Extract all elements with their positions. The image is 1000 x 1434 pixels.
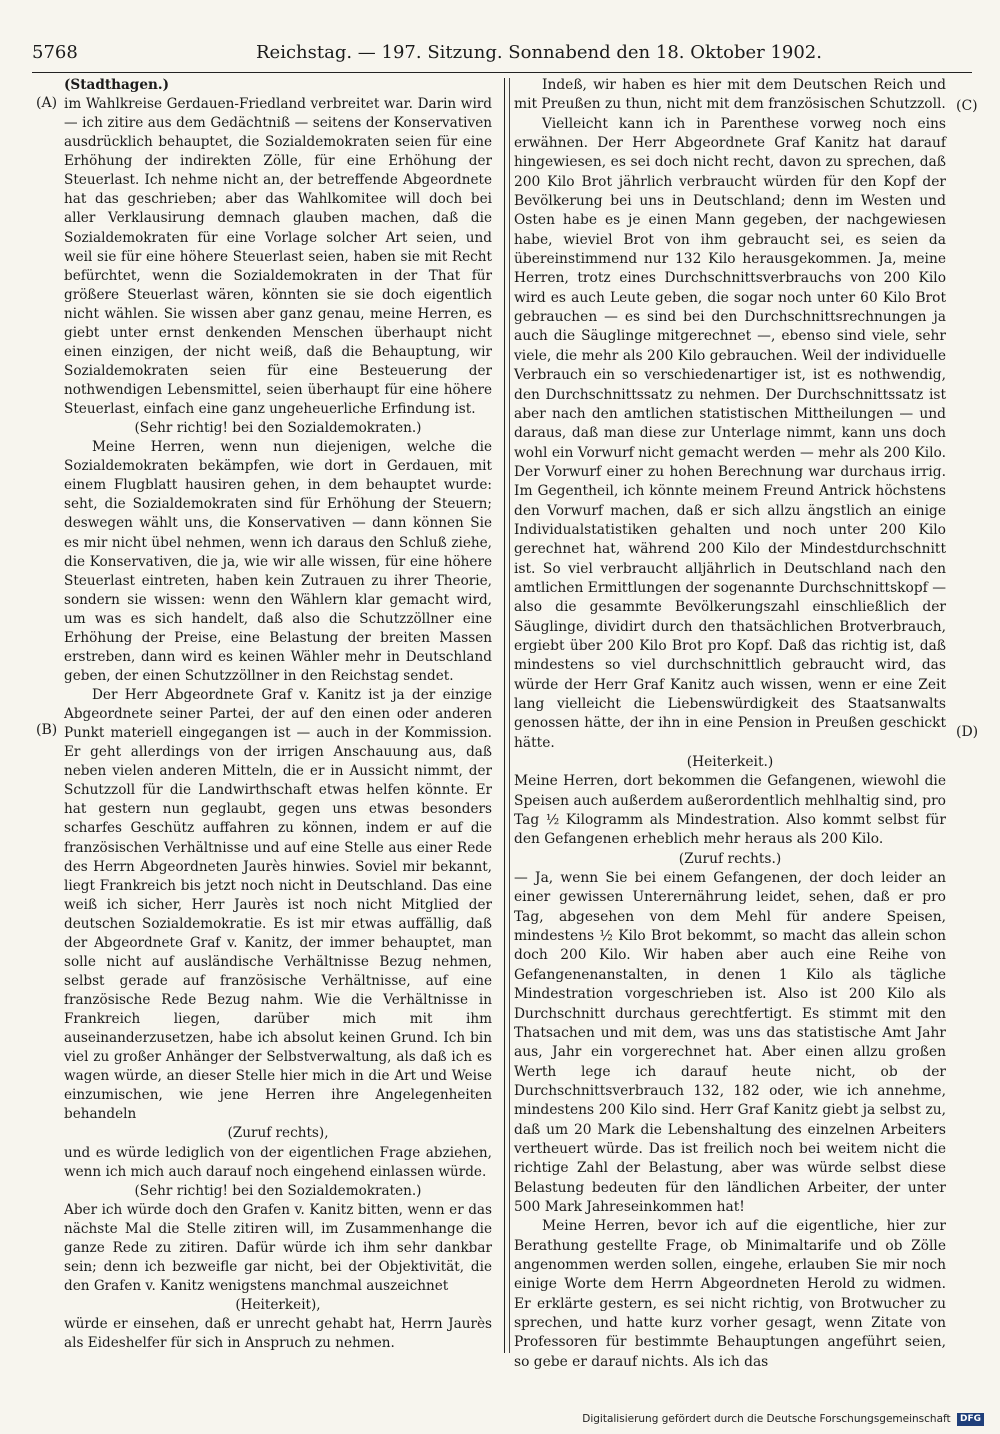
paragraph: im Wahlkreise Gerdauen-Friedland verbreitet war. Darin wird — ich zitire aus dem Gedächtniß — seitens der Konservativen ausdrücklich behauptet, die Sozialdemokraten seien für eine Erhöhung der indirekten Zölle, für eine Erhöhung der Steuerlast. Ich nehme nicht an, der betreffende Abgeordnete hat das geschrieben; aber das Wahlkomitee will doch bei aller Verklausirung demnach glauben machen, daß die Sozialdemokraten für eine Vorlage solcher Art seien, und weil sie für eine höhere Steuerlast seien, haben sie mit Recht befürchtet, wenn die Sozialdemokraten in der That für größere Steuerlast wären, könnten sie sie doch eigentlich nicht wählen. Sie wissen aber ganz genau, meine Herren, es giebt unter ernst denkenden Menschen überhaupt nicht einen einzigen, der nicht weiß, daß die Behauptung, wir Sozialdemokraten seien für eine Besteuerung der nothwendigen Lebensmittel, seien überhaupt für eine höhere Steuerlast, einfach eine ganz ungeheuerliche Erfindung ist.	[64, 96, 492, 418]
paragraph: Meine Herren, dort bekommen die Gefangenen, wiewohl die Speisen auch außerdem außerordentlich mehlhaltig sind, pro Tag ½ Kilogramm als Mindestration. Also kommt selbst für den Gefangenen erheblich mehr heraus als 200 Kilo.	[514, 773, 946, 848]
margin-marker-a: (A)	[36, 95, 58, 111]
interjection: (Sehr richtig! bei den Sozialdemokraten.)	[134, 1182, 422, 1199]
header-rule	[32, 72, 972, 73]
interjection: (Sehr richtig! bei den Sozialdemokraten.)	[134, 420, 422, 437]
column-divider	[504, 78, 505, 1353]
footer-credit: Digitalisierung gefördert durch die Deutsche Forschungsgemeinschaft	[582, 1413, 951, 1425]
speaker-name: (Stadthagen.)	[64, 77, 170, 93]
paragraph: Vielleicht kann ich in Parenthese vorweg noch eins erwähnen. Der Herr Abgeordnete Graf Kanitz hat darauf hingewiesen, es sei doch nicht recht, davon zu sprechen, daß 200 Kilo Brot jährlich verbraucht würden für den Kopf der Bevölkerung bei uns in Deutschland; denn im Westen und Osten habe es je einen Mann gegeben, der nachgewiesen habe, wieviel Brot von ihm gebraucht sei, es seien da übereinstimmend nur 132 Kilo herausgekommen. Ja, meine Herren, trotz eines Durchschnittsverbrauchs von 200 Kilo wird es auch Leute geben, die sogar noch unter 60 Kilo Brot gebrauchen — es sind bei den Durchschnittsrechnungen ja auch die Säuglinge mitgerechnet —, ebenso sind viele, sehr viele, die mehr als 200 Kilo gebrauchen. Weil der individuelle Verbrauch ein so verschiedenartiger ist, ist es nothwendig, den Durchschnittssatz zu nehmen. Der Durchschnittssatz ist aber nach den amtlichen statistischen Mittheilungen — und daraus, daß man diese zur Unterlage nimmt, kann uns doch wohl ein Vorwurf nicht gemacht werden — mehr als 200 Kilo. Der Vorwurf einer zu hohen Berechnung war durchaus irrig. Im Gegentheil, ich könnte meinem Freund Antrick höchstens den Vorwurf machen, daß er sich allzu ängstlich an einige Individualstatistiken gehalten und noch unter 200 Kilo gerechnet hat, während 200 Kilo der Mindestdurchschnitt ist. So viel verbraucht alljährlich in Deutschland nach den amtlichen Ermittlungen der sogenannte Durchschnittskopf — also die gesammte Bevölkerungszahl einschließlich der Säuglinge, dividirt durch den thatsächlichen Brotverbrauch, ergiebt über 200 Kilo Brot pro Kopf. Daß das richtig ist, daß mindestens so viel durchschnittlich gebraucht wird, das würde der Herr Graf Kanitz auch wissen, wenn er eine Zeit lang vielleicht die Liebenswürdigkeit des Staatsanwalts genossen hätte, der ihn in eine Pension in Preußen geschickt hätte.	[514, 115, 946, 751]
paragraph: Aber ich würde doch den Grafen v. Kanitz bitten, wenn er das nächste Mal die Stelle zitiren will, im Zusammenhange die ganze Rede zu zitiren. Dafür würde ich ihm sehr dankbar sein; denn ich bezweifle gar nicht, bei der Objektivität, die den Grafen v. Kanitz wenigstens manchmal auszeichnet	[64, 1201, 492, 1294]
left-column	[64, 76, 492, 1353]
interjection: (Heiterkeit),	[235, 1297, 321, 1313]
interjection: (Zuruf rechts),	[227, 1125, 329, 1142]
running-title: Reichstag. — 197. Sitzung. Sonnabend den 18. Oktober 1902.	[256, 42, 822, 63]
paragraph: und es würde lediglich von der eigentlichen Frage abziehen, wenn ich mich auch darauf noch eingehend einlassen würde.	[64, 1144, 492, 1180]
paragraph: Der Herr Abgeordnete Graf v. Kanitz ist ja der einzige Abgeordnete seiner Partei, der auf den einen oder anderen Punkt materiell eingegangen ist — auch in der Kommission. Er geht allerdings von der irrigen Anschauung aus, daß neben vielen anderen Mitteln, die er in Aussicht nimmt, der Schutzzoll für die Landwirthschaft etwas helfen könnte. Er hat gestern nun geglaubt, gegen uns etwas besonders scharfes Geschütz auffahren zu können, indem er auf die französischen Verhältnisse und auf eine Stelle aus einer Rede des Herrn Abgeordneten Jaurès hinwies. Soviel mir bekannt, liegt Frankreich bis jetzt noch nicht in Deutschland. Das eine weiß ich sicher, Herr Jaurès ist noch nicht Mitglied der deutschen Sozialdemokratie. Es ist mir etwas auffällig, daß der Abgeordnete Graf v. Kanitz, der immer behauptet, man solle nicht auf ausländische Verhältnisse Bezug nehmen, selbst gerade auf französische Verhältnisse, auf eine französische Rede Bezug nahm. Wie die Verhältnisse in Frankreich liegen, darüber mich mit ihm auseinanderzusetzen, habe ich absolut keinen Grund. Ich bin viel zu großer Anhänger der Selbstverwaltung, als daß ich es wagen würde, an dieser Stelle hier mich in die Art und Weise einzumischen, wie jene Herren ihre Angelegenheiten behandeln	[64, 687, 492, 1123]
interjection: (Heiterkeit.)	[686, 754, 774, 771]
right-column	[514, 76, 946, 1372]
paragraph: Meine Herren, bevor ich auf die eigentliche, hier zur Berathung gestellte Frage, ob Minimaltarife und ob Zölle angenommen werden sollen, eingehe, erlauben Sie mir noch einige Worte dem Herrn Abgeordneten Herold zu widmen. Er erklärte gestern, es sei nicht richtig, von Brotwucher zu sprechen, und hatte kurz vorher gesagt, wenn Zitate von Professoren für bestimmte Behauptungen angeführt seien, so gebe er darauf nichts. Als ich das	[514, 1218, 946, 1370]
page-header	[32, 36, 972, 70]
paragraph: — Ja, wenn Sie bei einem Gefangenen, der doch leider an einer gewissen Unterernährung leidet, sehen, daß er pro Tag, abgesehen von dem Mehl für andere Speisen, mindestens ½ Kilo Brot bekommt, so macht das allein schon doch 200 Kilo. Wir haben aber auch eine Reihe von Gefangenenanstalten, in denen 1 Kilo als tägliche Mindestration vorgeschrieben ist. Also ist 200 Kilo als Durchschnitt durchaus gerechtfertigt. Es stimmt mit den Thatsachen und mit dem, was uns das statistische Amt Jahr aus, Jahr ein vorgerechnet hat. Aber einen allzu großen Werth lege ich darauf heute nicht, ob der Durchschnittsverbrauch 132, 182 oder, wie ich annehme, mindestens 200 Kilo sind. Herr Graf Kanitz giebt ja selbst zu, daß um 20 Mark die Lebenshaltung des einzelnen Arbeiters vertheuert würde. Das ist freilich noch bei weitem nicht die richtige Zahl der Belastung, aber was würde selbst diese Belastung bedeuten für den ländlichen Arbeiter, der unter 500 Mark Jahreseinkommen hat!	[514, 870, 946, 1215]
page-number: 5768	[32, 42, 78, 63]
paragraph: Indeß, wir haben es hier mit dem Deutschen Reich und mit Preußen zu thun, nicht mit dem französischen Schutzzoll.	[514, 77, 946, 113]
column-divider-inner	[509, 78, 510, 1353]
margin-marker-d: (D)	[956, 724, 979, 740]
margin-marker-c: (C)	[956, 98, 978, 114]
paragraph: Meine Herren, wenn nun diejenigen, welche die Sozialdemokraten bekämpfen, wie dort in Gerdauen, mit einem Flugblatt hausiren gehen, in dem behauptet wurde: seht, die Sozialdemokraten sind für Erhöhung der Steuern; deswegen wählt uns, die Konservativen — dann können Sie es mir nicht übel nehmen, wenn ich daraus den Schluß ziehe, die Konservativen, die ja, wie wir alle wissen, für eine höhere Steuerlast eintreten, haben kein Zutrauen zu ihrer Theorie, sondern sie wissen: wenn den Wählern klar gemacht wird, um was es sich handelt, daß also die Schutzzöllner eine Erhöhung der Preise, eine Belastung der breiten Massen erstreben, dann wird es keinen Wähler mehr in Deutschland geben, der einen Schutzzöllner in den Reichstag sendet.	[64, 439, 492, 684]
footer	[582, 1412, 984, 1426]
interjection: (Zuruf rechts.)	[678, 850, 782, 867]
dfg-logo: DFG	[957, 1413, 984, 1426]
paragraph: würde er einsehen, daß er unrecht gehabt hat, Herrn Jaurès als Eideshelfer für sich in Anspruch zu nehmen.	[64, 1316, 492, 1352]
margin-marker-b: (B)	[36, 722, 58, 738]
